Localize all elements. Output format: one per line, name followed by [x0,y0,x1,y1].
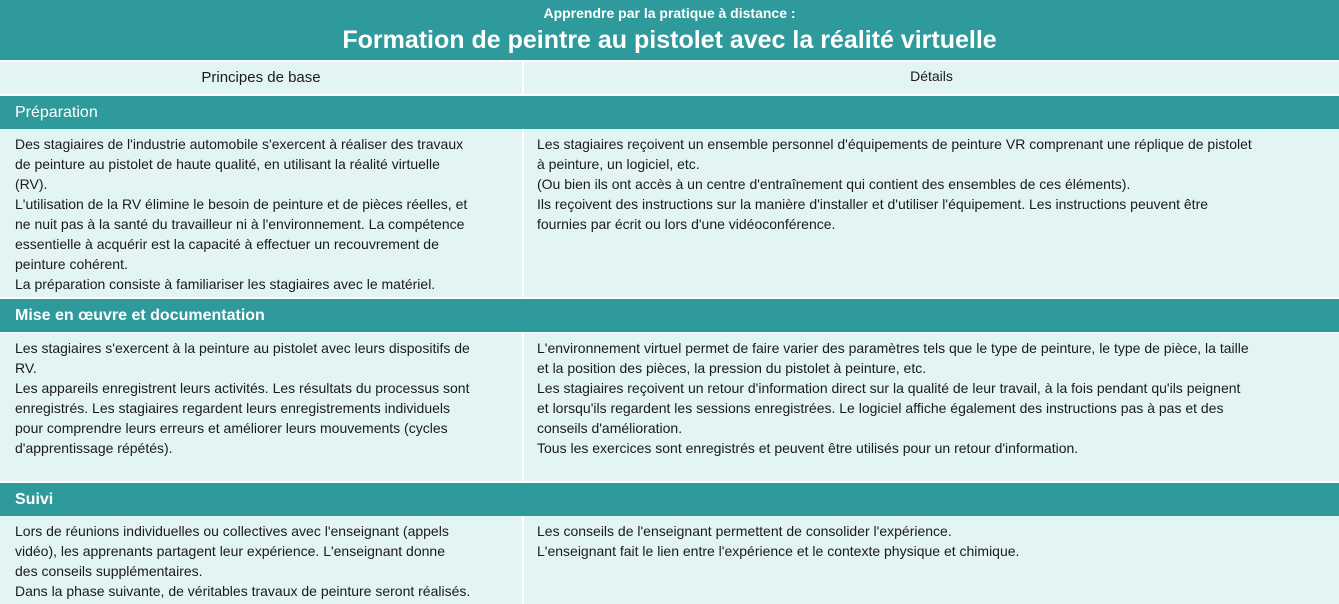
column-header-principles: Principes de base [0,62,522,94]
section-header-implementation: Mise en œuvre et documentation [0,299,1339,332]
banner-title: Formation de peintre au pistolet avec la réalité virtuelle [342,26,997,54]
implementation-details-cell: L'environnement virtuel permet de faire varier des paramètres tels que le type de peinture, le type de pièce, la taille et la position des pièces, la pression du pistolet à peinture, etc. Les stagiaires reçoivent un retour d'information direct sur la qualité de leur travail, à la fois pendant qu'ils peignent et lorsqu'ils regardent les sessions enregistrées. Le logiciel affiche également des instructions pas à pas et des conseils d'amélioration. Tous les exercices sont enregistrés et peuvent être utilisés pour un retour d'information. [524,333,1339,481]
implementation-principles-cell: Les stagiaires s'exercent à la peinture au pistolet avec leurs dispositifs de RV. Les appareils enregistrent leurs activités. Les résultats du processus sont enregistrés. Les stagiaires regardent leurs enregistrements individuels pour comprendre leurs erreurs et améliorer leurs mouvements (cycles d'apprentissage répétés). [0,333,522,481]
banner-subtitle: Apprendre par la pratique à distance : [543,5,796,21]
title-banner [0,0,1339,60]
column-header-details: Détails [524,62,1339,94]
follow-up-principles-cell: Lors de réunions individuelles ou collectives avec l'enseignant (appels vidéo), les apprenants partagent leur expérience. L'enseignant donne des conseils supplémentaires. Dans la phase suivante, de véritables travaux de peinture seront réalisés. [0,516,522,604]
preparation-details-cell: Les stagiaires reçoivent un ensemble personnel d'équipements de peinture VR comprenant une réplique de pistolet à peinture, un logiciel, etc. (Ou bien ils ont accès à un centre d'entraînement qui contient des ensembles de ces éléments). Ils reçoivent des instructions sur la manière d'installer et d'utiliser l'équipement. Les instructions peuvent être fournies par écrit ou lors d'une vidéoconférence. [524,129,1339,297]
section-header-follow-up: Suivi [0,483,1339,516]
preparation-principles-cell: Des stagiaires de l'industrie automobile s'exercent à réaliser des travaux de peinture au pistolet de haute qualité, en utilisant la réalité virtuelle (RV). L'utilisation de la RV élimine le besoin de peinture et de pièces réelles, et ne nuit pas à la santé du travailleur ni à l'environnement. La compétence essentielle à acquérir est la capacité à effectuer un recouvrement de peinture cohérent. La préparation consiste à familiariser les stagiaires avec le matériel. [0,129,522,297]
section-header-preparation: Préparation [0,96,1339,129]
follow-up-details-cell: Les conseils de l'enseignant permettent de consolider l'expérience. L'enseignant fait le lien entre l'expérience et le contexte physique et chimique. [524,516,1339,604]
